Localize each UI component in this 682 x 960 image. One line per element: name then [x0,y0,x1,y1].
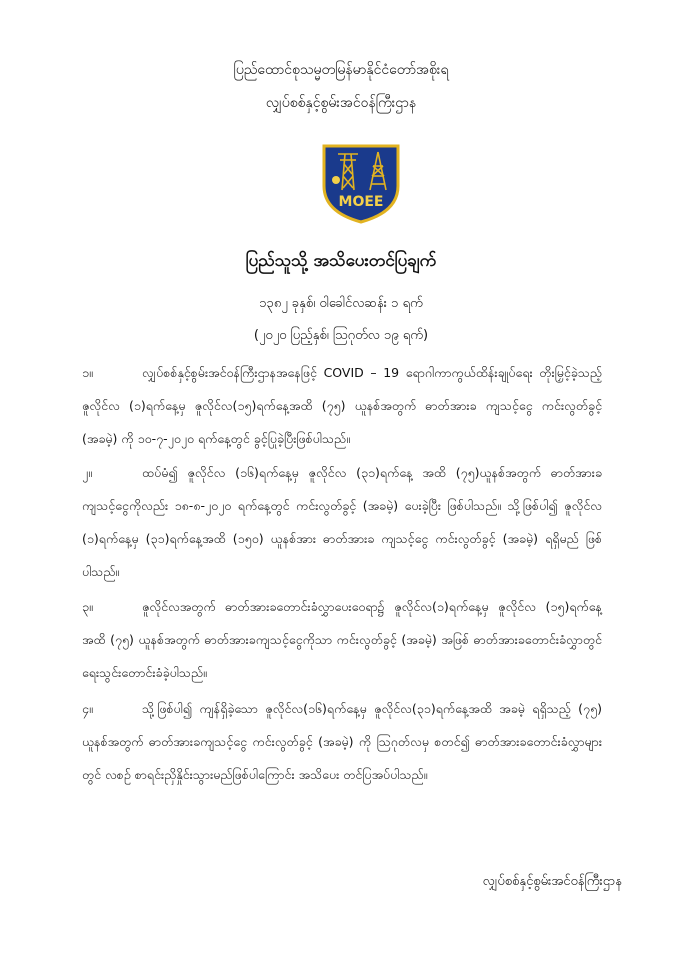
signature: လျှပ်စစ်နှင့်စွမ်းအင်ဝန်ကြီးဌာန [482,874,622,889]
moee-logo [318,140,404,224]
paragraph-text: ထပ်မံ၍ ဇူလိုင်လ (၁၆)ရက်နေ့မှ ဇူလိုင်လ (၃၁)ရက်နေ့ အထိ (၇၅)ယူနစ်အတွက် ဓာတ်အားခ ကျသင့်ငွေကိုလည်း ၁၈-၈-၂၀၂၀ ရက်နေ့တွင် ကင်းလွတ်ခွင့် (အခမဲ့) ပေးခဲ့ပြီး ဖြစ်ပါသည်။ သို့ဖြစ်ပါ၍ ဇူလိုင်လ (၁)ရက်နေ့မှ (၃၁)ရက်နေ့အထိ (၁၅၀) ယူနစ်အား ဓာတ်အားခ ကျသင့်ငွေ ကင်းလွတ်ခွင့် (အခမဲ့) ရရှိမည် ဖြစ်ပါသည်။ [82,465,602,579]
paragraph-3 [82,590,602,689]
paragraph-1 [82,356,602,455]
gregorian-date: (၂၀၂၀ ပြည့်နှစ်၊ ဩဂုတ်လ ၁၉ ရက်) [253,328,429,343]
paragraph-text: လျှပ်စစ်နှင့်စွမ်းအင်ဝန်ကြီးဌာနအနေဖြင့် COVID – 19 ရောဂါကာကွယ်ထိန်းချုပ်ရေး တိုးမြှင့်ခဲ့သည့် ဇူလိုင်လ (၁)ရက်နေ့မှ ဇူလိုင်လ(၁၅)ရက်နေ့အထိ (၇၅) ယူနစ်အတွက် ဓာတ်အားခ ကျသင့်ငွေ ကင်းလွတ်ခွင့် (အခမဲ့) ကို ၁၀-၇-၂၀၂၀ ရက်နေ့တွင် ခွင့်ပြုခဲ့ပြီးဖြစ်ပါသည်။ [82,365,602,446]
paragraph-4 [82,692,602,791]
logo-text: MOEE [338,194,384,210]
notice-title: ပြည်သူသို့ အသိပေးတင်ပြချက် [245,251,437,271]
myanmar-date: ၁၃၈၂ ခုနှစ်၊ ဝါခေါင်လဆန်း ၁ ရက် [259,296,423,311]
paragraph-number: ၁။ [82,365,93,380]
paragraph-number: ၃။ [82,599,93,614]
ministry-header: လျှပ်စစ်နှင့်စွမ်းအင်ဝန်ကြီးဌာန [265,95,417,111]
paragraph-text: ဇူလိုင်လအတွက် ဓာတ်အားခတောင်းခံလွှာပေးဝေရာ၌ ဇူလိုင်လ(၁)ရက်နေ့မှ ဇူလိုင်လ (၁၅)ရက်နေ့အထိ (၇၅) ယူနစ်အတွက် ဓာတ်အားခကျသင့်ငွေကိုသာ ကင်းလွတ်ခွင့် (အခမဲ့) အဖြစ် ဓာတ်အားခတောင်းခံလွှာတွင် ရေးသွင်းတောင်းခံခဲ့ပါသည်။ [82,599,602,680]
paragraph-2 [82,456,602,588]
government-header: ပြည်ထောင်စုသမ္မတမြန်မာနိုင်ငံတော်အစိုးရ [233,62,449,78]
paragraph-text: သို့ဖြစ်ပါ၍ ကျန်ရှိခဲ့သော ဇူလိုင်လ(၁၆)ရက်နေ့မှ ဇူလိုင်လ(၃၁)ရက်နေ့အထိ အခမဲ့ ရရှိသည့် (၇၅) ယူနစ်အတွက် ဓာတ်အားခကျသင့်ငွေ ကင်းလွတ်ခွင့် (အခမဲ့) ကို ဩဂုတ်လမှ စတင်၍ ဓာတ်အားခတောင်းခံလွှာများတွင် လစဉ် စာရင်းညှိနှိုင်းသွားမည်ဖြစ်ပါကြောင်း အသိပေး တင်ပြအပ်ပါသည်။ [82,701,602,782]
paragraph-number: ၂။ [82,465,92,480]
paragraph-number: ၄။ [82,701,93,716]
energy-symbol-icon [332,176,340,184]
